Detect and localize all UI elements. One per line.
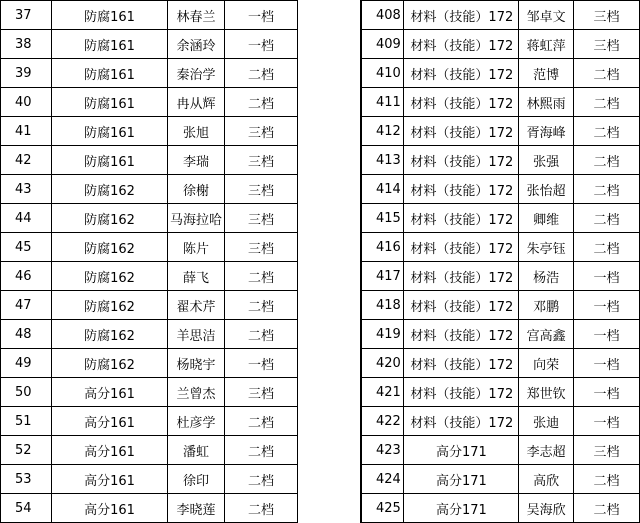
grade-cell: 二档 — [225, 262, 298, 291]
student-name-cell: 李志超 — [519, 436, 574, 465]
table-row — [1, 117, 298, 146]
table-row — [1, 407, 298, 436]
grade-cell: 二档 — [225, 465, 298, 494]
student-name-cell: 薛飞 — [168, 262, 225, 291]
grade-cell: 二档 — [225, 436, 298, 465]
class-cell: 防腐161 — [52, 1, 168, 30]
table-row — [1, 59, 298, 88]
grade-cell: 三档 — [573, 1, 639, 30]
row-number-cell: 416 — [361, 233, 404, 262]
class-cell: 材料（技能）172 — [404, 204, 519, 233]
table-row — [1, 378, 298, 407]
class-cell: 防腐162 — [52, 291, 168, 320]
grade-cell: 二档 — [573, 465, 639, 494]
grade-cell: 二档 — [573, 494, 639, 523]
row-number-cell: 41 — [1, 117, 52, 146]
student-name-cell: 李瑞 — [168, 146, 225, 175]
row-number-cell: 425 — [361, 494, 404, 523]
class-cell: 高分171 — [404, 494, 519, 523]
grade-cell: 二档 — [225, 407, 298, 436]
student-name-cell: 范博 — [519, 59, 574, 88]
row-number-cell: 40 — [1, 88, 52, 117]
table-row — [1, 291, 298, 320]
table-row — [1, 262, 298, 291]
grade-cell: 二档 — [573, 204, 639, 233]
student-name-cell: 吴海欣 — [519, 494, 574, 523]
left-roster-body — [1, 1, 298, 523]
class-cell: 防腐162 — [52, 233, 168, 262]
row-number-cell: 408 — [361, 1, 404, 30]
class-cell: 防腐162 — [52, 320, 168, 349]
class-cell: 防腐161 — [52, 88, 168, 117]
class-cell: 高分171 — [404, 436, 519, 465]
row-number-cell: 419 — [361, 320, 404, 349]
class-cell: 材料（技能）172 — [404, 30, 519, 59]
table-row — [361, 465, 640, 494]
grade-cell: 二档 — [573, 146, 639, 175]
row-number-cell: 48 — [1, 320, 52, 349]
class-cell: 防腐162 — [52, 204, 168, 233]
class-cell: 材料（技能）172 — [404, 349, 519, 378]
student-name-cell: 蒋虹萍 — [519, 30, 574, 59]
row-number-cell: 409 — [361, 30, 404, 59]
table-row — [361, 291, 640, 320]
student-name-cell: 张强 — [519, 146, 574, 175]
grade-cell: 一档 — [225, 1, 298, 30]
student-name-cell: 邓鹏 — [519, 291, 574, 320]
table-row — [361, 407, 640, 436]
table-row — [1, 465, 298, 494]
grade-cell: 三档 — [573, 436, 639, 465]
table-row — [1, 88, 298, 117]
student-name-cell: 张旭 — [168, 117, 225, 146]
grade-cell: 一档 — [573, 378, 639, 407]
grade-cell: 三档 — [573, 30, 639, 59]
class-cell: 材料（技能）172 — [404, 146, 519, 175]
class-cell: 防腐161 — [52, 117, 168, 146]
row-number-cell: 415 — [361, 204, 404, 233]
grade-cell: 一档 — [225, 349, 298, 378]
student-name-cell: 林春兰 — [168, 1, 225, 30]
student-name-cell: 胥海峰 — [519, 117, 574, 146]
student-name-cell: 杨浩 — [519, 262, 574, 291]
table-row — [1, 494, 298, 523]
grade-cell: 二档 — [225, 88, 298, 117]
class-cell: 材料（技能）172 — [404, 407, 519, 436]
row-number-cell: 45 — [1, 233, 52, 262]
class-cell: 高分161 — [52, 436, 168, 465]
table-row — [361, 378, 640, 407]
table-row — [1, 436, 298, 465]
row-number-cell: 423 — [361, 436, 404, 465]
table-row — [361, 117, 640, 146]
row-number-cell: 413 — [361, 146, 404, 175]
table-row — [361, 30, 640, 59]
grade-cell: 一档 — [573, 407, 639, 436]
grade-cell: 一档 — [225, 30, 298, 59]
class-cell: 材料（技能）172 — [404, 233, 519, 262]
row-number-cell: 47 — [1, 291, 52, 320]
table-row — [1, 146, 298, 175]
row-number-cell: 44 — [1, 204, 52, 233]
grade-cell: 三档 — [225, 117, 298, 146]
class-cell: 防腐161 — [52, 59, 168, 88]
student-name-cell: 张迪 — [519, 407, 574, 436]
student-name-cell: 徐榭 — [168, 175, 225, 204]
grade-cell: 二档 — [573, 117, 639, 146]
row-number-cell: 39 — [1, 59, 52, 88]
student-name-cell: 冉从辉 — [168, 88, 225, 117]
table-row — [361, 494, 640, 523]
table-row — [1, 349, 298, 378]
class-cell: 材料（技能）172 — [404, 88, 519, 117]
table-row — [361, 436, 640, 465]
row-number-cell: 420 — [361, 349, 404, 378]
class-cell: 高分161 — [52, 465, 168, 494]
student-name-cell: 兰曾杰 — [168, 378, 225, 407]
student-name-cell: 徐印 — [168, 465, 225, 494]
table-row — [361, 88, 640, 117]
grade-cell: 二档 — [225, 320, 298, 349]
class-cell: 材料（技能）172 — [404, 320, 519, 349]
table-row — [361, 1, 640, 30]
class-cell: 高分171 — [404, 465, 519, 494]
student-name-cell: 朱亭钰 — [519, 233, 574, 262]
student-name-cell: 秦治学 — [168, 59, 225, 88]
row-number-cell: 53 — [1, 465, 52, 494]
row-number-cell: 424 — [361, 465, 404, 494]
student-name-cell: 潘虹 — [168, 436, 225, 465]
grade-cell: 二档 — [573, 233, 639, 262]
table-row — [1, 1, 298, 30]
student-name-cell: 邹卓文 — [519, 1, 574, 30]
row-number-cell: 414 — [361, 175, 404, 204]
row-number-cell: 422 — [361, 407, 404, 436]
right-roster-table — [360, 0, 640, 523]
table-row — [361, 262, 640, 291]
grade-cell: 二档 — [225, 59, 298, 88]
class-cell: 高分161 — [52, 378, 168, 407]
class-cell: 材料（技能）172 — [404, 59, 519, 88]
row-number-cell: 52 — [1, 436, 52, 465]
row-number-cell: 50 — [1, 378, 52, 407]
student-name-cell: 陈片 — [168, 233, 225, 262]
student-name-cell: 张怡超 — [519, 175, 574, 204]
grade-cell: 三档 — [225, 175, 298, 204]
grade-cell: 二档 — [225, 494, 298, 523]
class-cell: 防腐161 — [52, 30, 168, 59]
student-name-cell: 余涵玲 — [168, 30, 225, 59]
row-number-cell: 37 — [1, 1, 52, 30]
class-cell: 材料（技能）172 — [404, 291, 519, 320]
table-row — [361, 204, 640, 233]
right-roster-body — [361, 1, 640, 523]
class-cell: 防腐162 — [52, 349, 168, 378]
row-number-cell: 412 — [361, 117, 404, 146]
student-name-cell: 宫高鑫 — [519, 320, 574, 349]
student-name-cell: 卿维 — [519, 204, 574, 233]
grade-cell: 二档 — [225, 291, 298, 320]
student-name-cell: 杨晓宇 — [168, 349, 225, 378]
row-number-cell: 417 — [361, 262, 404, 291]
grade-cell: 三档 — [225, 204, 298, 233]
table-row — [1, 320, 298, 349]
class-cell: 高分161 — [52, 494, 168, 523]
grade-cell: 二档 — [573, 88, 639, 117]
class-cell: 材料（技能）172 — [404, 175, 519, 204]
table-row — [1, 175, 298, 204]
row-number-cell: 421 — [361, 378, 404, 407]
student-name-cell: 马海拉哈 — [168, 204, 225, 233]
class-cell: 材料（技能）172 — [404, 262, 519, 291]
grade-cell: 二档 — [573, 175, 639, 204]
grade-cell: 一档 — [573, 349, 639, 378]
table-row — [361, 349, 640, 378]
table-row — [361, 233, 640, 262]
class-cell: 材料（技能）172 — [404, 1, 519, 30]
class-cell: 防腐161 — [52, 146, 168, 175]
row-number-cell: 54 — [1, 494, 52, 523]
class-cell: 防腐162 — [52, 262, 168, 291]
row-number-cell: 411 — [361, 88, 404, 117]
table-row — [1, 204, 298, 233]
student-name-cell: 高欣 — [519, 465, 574, 494]
student-name-cell: 李晓莲 — [168, 494, 225, 523]
student-name-cell: 杜彦学 — [168, 407, 225, 436]
table-row — [1, 233, 298, 262]
row-number-cell: 410 — [361, 59, 404, 88]
row-number-cell: 49 — [1, 349, 52, 378]
left-roster-table — [0, 0, 298, 523]
table-row — [1, 30, 298, 59]
row-number-cell: 51 — [1, 407, 52, 436]
row-number-cell: 43 — [1, 175, 52, 204]
student-name-cell: 羊思洁 — [168, 320, 225, 349]
student-name-cell: 向荣 — [519, 349, 574, 378]
student-name-cell: 翟术芹 — [168, 291, 225, 320]
row-number-cell: 46 — [1, 262, 52, 291]
class-cell: 高分161 — [52, 407, 168, 436]
table-row — [361, 175, 640, 204]
grade-cell: 一档 — [573, 320, 639, 349]
grade-cell: 一档 — [573, 291, 639, 320]
row-number-cell: 42 — [1, 146, 52, 175]
student-name-cell: 郑世钦 — [519, 378, 574, 407]
table-row — [361, 320, 640, 349]
class-cell: 材料（技能）172 — [404, 117, 519, 146]
table-row — [361, 146, 640, 175]
class-cell: 材料（技能）172 — [404, 378, 519, 407]
student-name-cell: 林熙雨 — [519, 88, 574, 117]
row-number-cell: 38 — [1, 30, 52, 59]
class-cell: 防腐162 — [52, 175, 168, 204]
grade-cell: 二档 — [573, 59, 639, 88]
grade-cell: 三档 — [225, 378, 298, 407]
row-number-cell: 418 — [361, 291, 404, 320]
grade-cell: 三档 — [225, 146, 298, 175]
table-row — [361, 59, 640, 88]
grade-cell: 一档 — [573, 262, 639, 291]
grade-cell: 三档 — [225, 233, 298, 262]
